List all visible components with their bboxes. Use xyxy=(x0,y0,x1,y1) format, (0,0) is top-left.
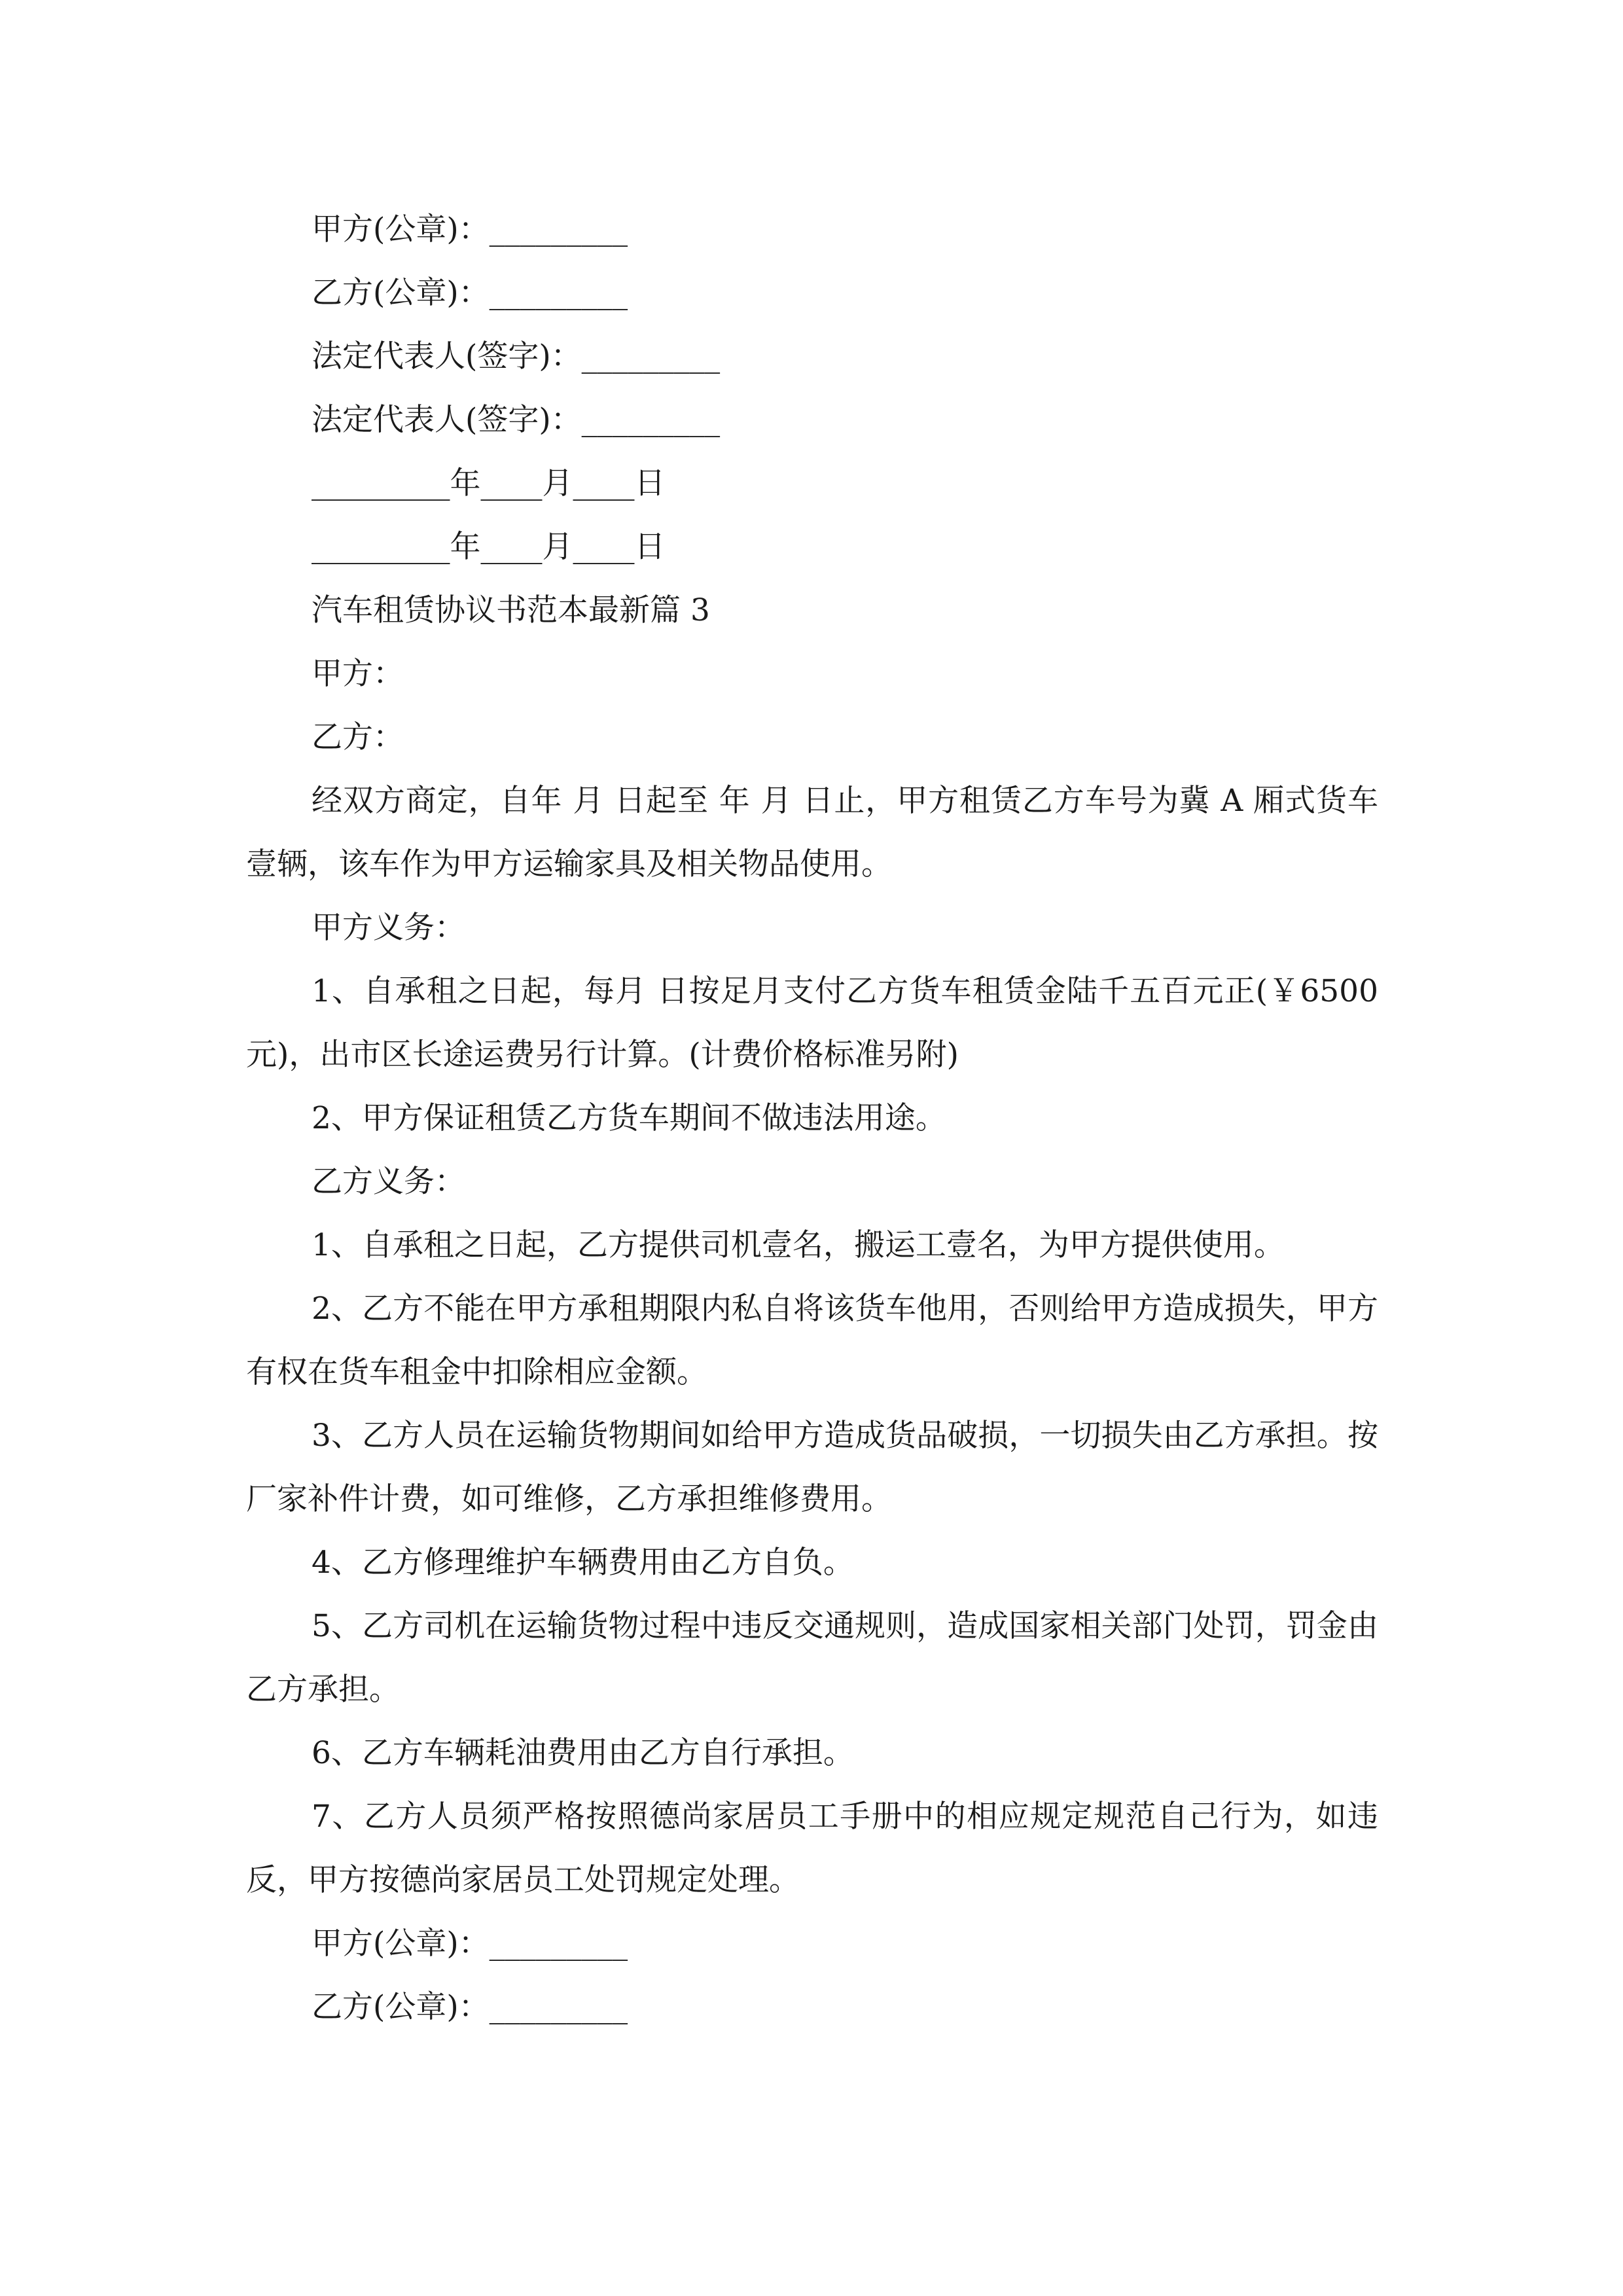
party-b-duties-heading: 乙方义务： xyxy=(312,1164,465,1200)
party-b-duty-item: 1、自承租之日起，乙方提供司机壹名，搬运工壹名，为甲方提供使用。 xyxy=(312,1227,1285,1263)
intro-paragraph: 经双方商定，自年 月 日起至 年 月 日止，甲方租赁乙方车号为冀 A 厢式货车壹辆，该车作为甲方运输家具及相关物品使用。 xyxy=(246,783,1378,882)
party-b-seal-line: 乙方(公章)：_________ xyxy=(312,275,628,311)
party-a-duties-heading: 甲方义务： xyxy=(312,910,465,946)
party-b-label: 乙方： xyxy=(312,719,404,755)
party-b-duty-item: 3、乙方人员在运输货物期间如给甲方造成货品破损，一切损失由乙方承担。按厂家补件计费，如可维修，乙方承担维修费用。 xyxy=(246,1418,1378,1517)
date-line: _________年____月____日 xyxy=(312,529,666,565)
party-a-seal-line: 甲方(公章)：_________ xyxy=(312,1926,628,1962)
party-a-duty-item: 1、自承租之日起，每月 日按足月支付乙方货车租赁金陆千五百元正(￥6500元)，出市区长途运费另行计算。(计费价格标准另附) xyxy=(246,973,1378,1073)
date-line: _________年____月____日 xyxy=(312,465,666,501)
section-title: 汽车租赁协议书范本最新篇 3 xyxy=(312,592,710,628)
party-b-duty-item: 2、乙方不能在甲方承租期限内私自将该货车他用，否则给甲方造成损失，甲方有权在货车租金中扣除相应金额。 xyxy=(246,1291,1378,1390)
party-b-duty-item: 7、乙方人员须严格按照德尚家居员工手册中的相应规定规范自己行为，如违反，甲方按德尚家居员工处罚规定处理。 xyxy=(246,1799,1378,1898)
party-a-duty-item: 2、甲方保证租赁乙方货车期间不做违法用途。 xyxy=(312,1100,946,1136)
party-b-duty-item: 4、乙方修理维护车辆费用由乙方自负。 xyxy=(312,1545,854,1581)
party-b-duty-item: 6、乙方车辆耗油费用由乙方自行承担。 xyxy=(312,1735,854,1771)
party-b-duty-item: 5、乙方司机在运输货物过程中违反交通规则，造成国家相关部门处罚，罚金由乙方承担。 xyxy=(246,1608,1378,1708)
party-a-seal-line: 甲方(公章)：_________ xyxy=(312,211,628,247)
party-b-seal-line: 乙方(公章)：_________ xyxy=(312,1989,628,2025)
legal-rep-signature-line: 法定代表人(签字)：_________ xyxy=(312,402,721,438)
legal-rep-signature-line: 法定代表人(签字)：_________ xyxy=(312,338,721,374)
document-body xyxy=(246,198,1378,2039)
party-a-label: 甲方： xyxy=(312,656,404,692)
